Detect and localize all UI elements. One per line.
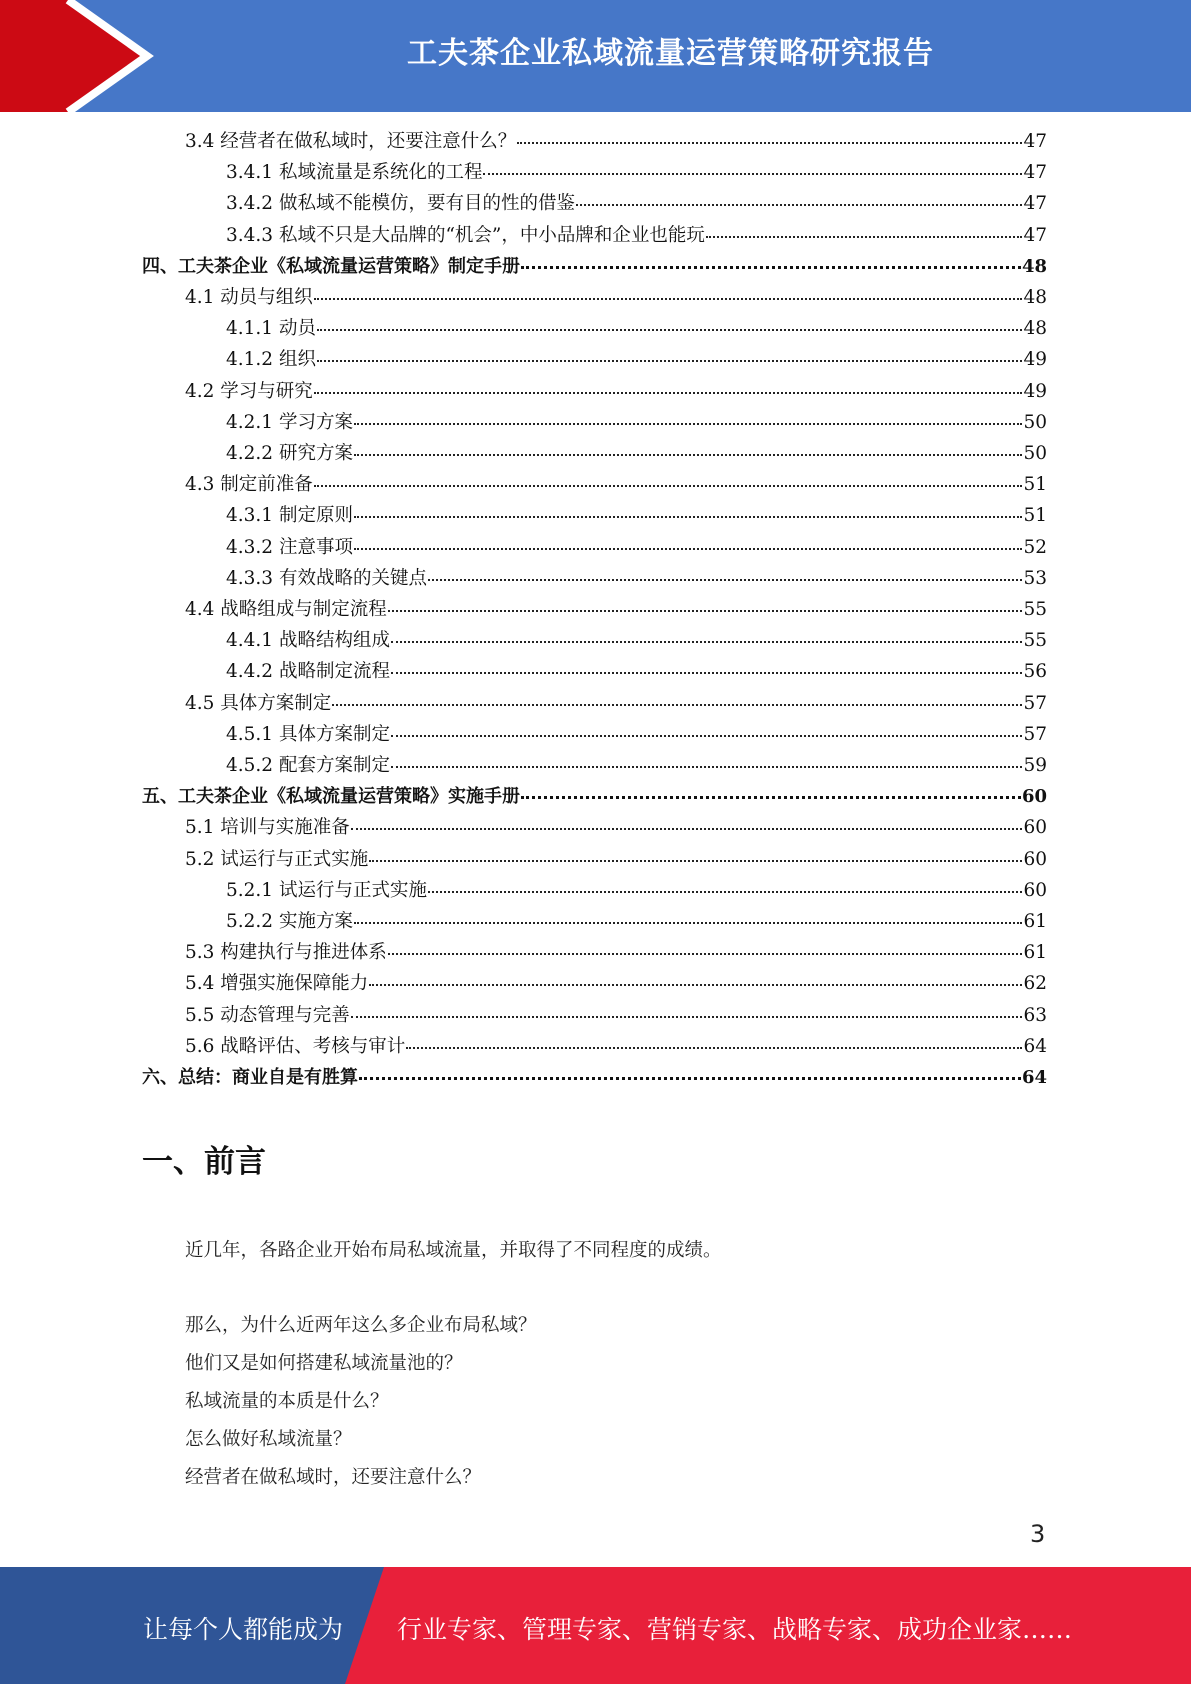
toc-entry[interactable] (185, 1032, 1047, 1058)
toc-entry-page: 47 (1023, 225, 1047, 246)
toc-entry-page: 55 (1023, 630, 1047, 651)
toc-entry-label: 5.3 构建执行与推进体系 (185, 942, 387, 963)
toc-entry-label: 3.4.2 做私域不能模仿，要有目的性的借鉴 (226, 193, 575, 214)
toc-entry-label: 5.2.1 试运行与正式实施 (226, 880, 427, 901)
toc-dot-leader (483, 158, 1022, 178)
toc-dot-leader (391, 720, 1022, 740)
toc-dot-leader (354, 501, 1023, 521)
toc-entry[interactable] (226, 720, 1047, 746)
toc-entry-page: 63 (1023, 1005, 1047, 1026)
toc-entry[interactable] (185, 283, 1047, 309)
toc-dot-leader (388, 938, 1023, 958)
page-number: 3 (1030, 1520, 1046, 1548)
toc-entry[interactable] (226, 907, 1047, 933)
toc-entry-page: 52 (1023, 537, 1047, 558)
toc-dot-leader (391, 626, 1022, 646)
toc-dot-leader (314, 377, 1023, 397)
toc-entry[interactable] (142, 782, 1047, 808)
toc-dot-leader (517, 127, 1022, 147)
toc-entry[interactable] (226, 189, 1047, 215)
toc-entry-label: 4.5 具体方案制定 (185, 693, 332, 714)
toc-entry-label: 4.4.2 战略制定流程 (226, 661, 390, 682)
toc-entry[interactable] (226, 408, 1047, 434)
toc-dot-leader (354, 533, 1023, 553)
toc-dot-leader (521, 252, 1021, 272)
intro-paragraph: 近几年，各路企业开始布局私域流量，并取得了不同程度的成绩。 (185, 1240, 722, 1261)
toc-entry[interactable] (185, 689, 1047, 715)
toc-entry-label: 3.4.1 私域流量是系统化的工程 (226, 162, 483, 183)
toc-dot-leader (576, 189, 1022, 209)
question-line: 经营者在做私域时，还要注意什么？ (185, 1467, 482, 1488)
toc-dot-leader (369, 969, 1022, 989)
toc-entry[interactable] (185, 377, 1047, 403)
toc-entry-label: 五、工夫茶企业《私域流量运营策略》实施手册 (142, 786, 520, 807)
toc-entry-label: 六、总结：商业自是有胜算 (142, 1067, 358, 1088)
toc-entry-page: 49 (1023, 349, 1047, 370)
toc-dot-leader (354, 408, 1023, 428)
toc-entry-label: 四、工夫茶企业《私域流量运营策略》制定手册 (142, 256, 520, 277)
toc-dot-leader (428, 564, 1022, 584)
toc-entry[interactable] (226, 876, 1047, 902)
page-footer (0, 1567, 1191, 1684)
toc-entry-page: 64 (1021, 1067, 1047, 1088)
header-title: 工夫茶企业私域流量运营策略研究报告 (407, 36, 934, 71)
footer-slogan-right: 行业专家、管理专家、营销专家、战略专家、成功企业家…… (397, 1615, 1073, 1644)
toc-entry[interactable] (142, 1063, 1047, 1089)
toc-entry-label: 5.4 增强实施保障能力 (185, 973, 369, 994)
toc-entry-label: 3.4.3 私域不只是大品牌的“机会”，中小品牌和企业也能玩 (226, 225, 705, 246)
toc-entry[interactable] (185, 938, 1047, 964)
question-line: 那么，为什么近两年这么多企业布局私域？ (185, 1315, 537, 1336)
toc-entry[interactable] (226, 221, 1047, 247)
toc-entry-label: 4.5.2 配套方案制定 (226, 755, 390, 776)
toc-entry-page: 47 (1023, 193, 1047, 214)
toc-dot-leader (521, 782, 1021, 802)
toc-entry-label: 4.1.1 动员 (226, 318, 316, 339)
toc-dot-leader (314, 283, 1023, 303)
toc-entry-page: 61 (1023, 942, 1047, 963)
toc-entry-label: 4.4.1 战略结构组成 (226, 630, 390, 651)
toc-entry-page: 59 (1023, 755, 1047, 776)
toc-entry[interactable] (185, 845, 1047, 871)
toc-dot-leader (351, 1001, 1023, 1021)
toc-entry-label: 3.4 经营者在做私域时，还要注意什么？ (185, 131, 517, 152)
toc-entry-page: 55 (1023, 599, 1047, 620)
toc-entry-page: 47 (1023, 131, 1047, 152)
toc-entry-page: 51 (1023, 505, 1047, 526)
toc-dot-leader (354, 439, 1023, 459)
toc-dot-leader (391, 751, 1022, 771)
toc-entry[interactable] (226, 533, 1047, 559)
toc-entry[interactable] (226, 564, 1047, 590)
toc-entry[interactable] (185, 813, 1047, 839)
section-title: 一、前言 (142, 1144, 266, 1180)
toc-entry[interactable] (185, 470, 1047, 496)
toc-entry-label: 4.2.2 研究方案 (226, 443, 353, 464)
toc-dot-leader (314, 470, 1023, 490)
toc-entry-label: 4.3 制定前准备 (185, 474, 313, 495)
toc-entry-label: 5.1 培训与实施准备 (185, 817, 350, 838)
toc-entry-label: 4.2.1 学习方案 (226, 412, 353, 433)
toc-entry-page: 60 (1023, 880, 1047, 901)
toc-entry-label: 5.2 试运行与正式实施 (185, 849, 369, 870)
toc-entry-page: 57 (1023, 724, 1047, 745)
page-header (0, 0, 1191, 112)
toc-dot-leader (369, 845, 1022, 865)
toc-dot-leader (354, 907, 1023, 927)
toc-dot-leader (391, 657, 1022, 677)
toc-entry-label: 4.1 动员与组织 (185, 287, 313, 308)
toc-entry-label: 4.3.1 制定原则 (226, 505, 353, 526)
toc-entry-page: 57 (1023, 693, 1047, 714)
toc-dot-leader (428, 876, 1022, 896)
toc-entry-label: 4.1.2 组织 (226, 349, 316, 370)
toc-entry-label: 4.3.2 注意事项 (226, 537, 353, 558)
toc-entry-page: 56 (1023, 661, 1047, 682)
toc-dot-leader (317, 345, 1023, 365)
toc-entry[interactable] (185, 969, 1047, 995)
toc-entry-page: 48 (1023, 318, 1047, 339)
toc-entry-label: 5.2.2 实施方案 (226, 911, 353, 932)
toc-entry[interactable] (226, 657, 1047, 683)
toc-entry[interactable] (185, 1001, 1047, 1027)
toc-entry-label: 5.5 动态管理与完善 (185, 1005, 350, 1026)
toc-dot-leader (388, 595, 1023, 615)
toc-entry-page: 50 (1023, 443, 1047, 464)
toc-entry[interactable] (226, 626, 1047, 652)
toc-entry[interactable] (226, 345, 1047, 371)
toc-entry-label: 4.3.3 有效战略的关键点 (226, 568, 427, 589)
toc-entry-page: 64 (1023, 1036, 1047, 1057)
toc-entry[interactable] (142, 252, 1047, 278)
toc-entry[interactable] (185, 595, 1047, 621)
toc-entry[interactable] (185, 127, 1047, 153)
toc-entry-page: 48 (1023, 287, 1047, 308)
toc-entry[interactable] (226, 158, 1047, 184)
toc-entry-page: 60 (1023, 849, 1047, 870)
toc-entry-page: 48 (1021, 256, 1047, 277)
question-line: 私域流量的本质是什么？ (185, 1391, 389, 1412)
toc-dot-leader (359, 1063, 1021, 1083)
toc-entry-page: 62 (1023, 973, 1047, 994)
toc-entry-label: 4.4 战略组成与制定流程 (185, 599, 387, 620)
toc-dot-leader (351, 813, 1023, 833)
toc-entry-label: 5.6 战略评估、考核与审计 (185, 1036, 406, 1057)
toc-entry[interactable] (226, 501, 1047, 527)
toc-entry-label: 4.2 学习与研究 (185, 381, 313, 402)
toc-dot-leader (332, 689, 1022, 709)
footer-slogan-left: 让每个人都能成为 (143, 1615, 344, 1644)
toc-entry-page: 61 (1023, 911, 1047, 932)
toc-entry-page: 47 (1023, 162, 1047, 183)
toc-dot-leader (406, 1032, 1022, 1052)
question-line: 怎么做好私域流量？ (185, 1429, 352, 1450)
toc-entry-label: 4.5.1 具体方案制定 (226, 724, 390, 745)
toc-dot-leader (706, 221, 1023, 241)
toc-entry[interactable] (226, 751, 1047, 777)
toc-entry-page: 49 (1023, 381, 1047, 402)
toc-entry-page: 50 (1023, 412, 1047, 433)
toc-entry-page: 53 (1023, 568, 1047, 589)
question-line: 他们又是如何搭建私域流量池的？ (185, 1353, 463, 1374)
toc-entry-page: 51 (1023, 474, 1047, 495)
toc-entry-page: 60 (1023, 817, 1047, 838)
toc-dot-leader (317, 314, 1023, 334)
toc-entry[interactable] (226, 314, 1047, 340)
toc-entry-page: 60 (1021, 786, 1047, 807)
toc-entry[interactable] (226, 439, 1047, 465)
